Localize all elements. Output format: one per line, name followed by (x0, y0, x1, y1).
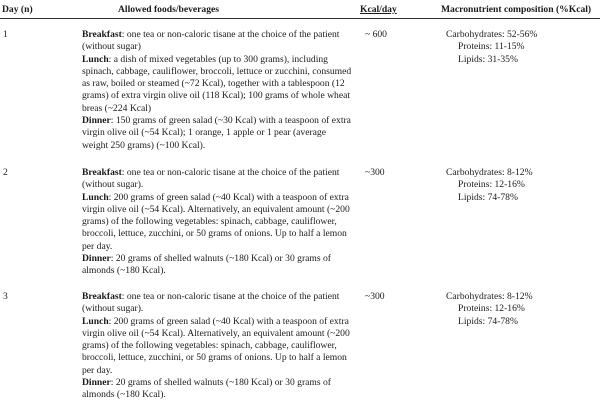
day-number: 1 (3, 29, 8, 40)
meal-label: Lunch (82, 53, 109, 65)
macro-carbohydrates: Carbohydrates: 8-12% (446, 167, 533, 178)
macro-proteins: Proteins: 11-15% (458, 41, 525, 53)
meal-text: : one tea or non-caloric tisane at the choice of the patient (without sugar). (82, 291, 340, 315)
lunch-entry (82, 54, 352, 115)
header-divider (0, 18, 600, 19)
lunch-entry (82, 192, 352, 253)
meal-label: Breakfast (82, 167, 122, 178)
meal-text: : 200 grams of green salad (~40 Kcal) with a teaspoon of extra virgin olive oil (~54 Kcal). Alternatively, an equivalent amount (~200 grams) of the following vegetables: spinach, cabbage, cauliflower, broccoli, lettuce, zucchini, or 50 grams of onions. Up to half a lemon per day. (82, 191, 350, 252)
kcal-value: ~300 (365, 291, 385, 302)
breakfast-entry (82, 167, 352, 192)
meal-label: Lunch (82, 191, 109, 203)
foods-cell (82, 167, 352, 278)
table-header (0, 0, 600, 18)
macro-lipids: Lipids: 74-78% (458, 191, 518, 203)
macro-proteins: Proteins: 12-16% (458, 179, 525, 191)
macro-carbohydrates: Carbohydrates: 52-56% (446, 29, 538, 40)
header-macro: Macronutrient composition (%Kcal) (441, 4, 592, 15)
breakfast-entry (82, 29, 352, 54)
macro-lipids: Lipids: 31-35% (458, 53, 518, 65)
meal-label: Lunch (82, 315, 109, 327)
day-number: 2 (3, 167, 8, 178)
dinner-entry (82, 115, 352, 152)
meal-text: : 200 grams of green salad (~40 Kcal) with a teaspoon of extra virgin olive oil (~54 Kcal). Alternatively, an equivalent amount (~200 grams) of the following vegetables: spinach, cabbage, cauliflower, broccoli, lettuce, zucchini, or 50 grams of onions. Up to half a lemon per day. (82, 315, 350, 376)
macro-proteins: Proteins: 12-16% (458, 303, 525, 315)
meal-label: Dinner (82, 377, 111, 389)
meal-text: : 20 grams of shelled walnuts (~180 Kcal) or 30 grams of almonds (~180 Kcal). (82, 377, 331, 401)
header-kcal: Kcal/day (360, 4, 397, 15)
kcal-value: ~300 (365, 167, 385, 178)
macro-cell (446, 29, 596, 66)
foods-cell (82, 291, 352, 402)
meal-text: : one tea or non-caloric tisane at the choice of the patient (without sugar) (82, 29, 340, 53)
day-number: 3 (3, 291, 8, 302)
dinner-entry (82, 377, 352, 402)
meal-label: Breakfast (82, 291, 122, 302)
meal-label: Dinner (82, 115, 111, 127)
meal-label: Breakfast (82, 29, 122, 40)
meal-text: : one tea or non-caloric tisane at the choice of the patient (without sugar). (82, 167, 340, 191)
breakfast-entry (82, 291, 352, 316)
macro-cell (446, 291, 596, 328)
kcal-value: ~ 600 (365, 29, 387, 40)
meal-text: : 20 grams of shelled walnuts (~180 Kcal) or 30 grams of almonds (~180 Kcal). (82, 253, 331, 277)
foods-cell (82, 29, 352, 152)
header-foods: Allowed foods/beverages (118, 4, 219, 15)
macro-cell (446, 167, 596, 204)
dinner-entry (82, 253, 352, 278)
macro-carbohydrates: Carbohydrates: 8-12% (446, 291, 533, 302)
macro-lipids: Lipids: 74-78% (458, 315, 518, 327)
meal-text: : a dish of mixed vegetables (up to 300 grams), including spinach, cabbage, cauliflower, broccoli, lettuce or zucchini, consumed as raw, boiled or steamed (~72 Kcal), together with a tablespoon (12 grams) of extra virgin olive oil (118 Kcal); 100 grams of whole wheat breas (~224 Kcal) (82, 53, 352, 114)
lunch-entry (82, 316, 352, 377)
header-day: Day (n) (2, 4, 33, 15)
meal-text: : 150 grams of green salad (~30 Kcal) with a teaspoon of extra virgin olive oil (~54 Kcal); 1 orange, 1 apple or 1 pear (average weight 250 grams) (~100 Kcal). (82, 115, 351, 151)
meal-label: Dinner (82, 253, 111, 265)
